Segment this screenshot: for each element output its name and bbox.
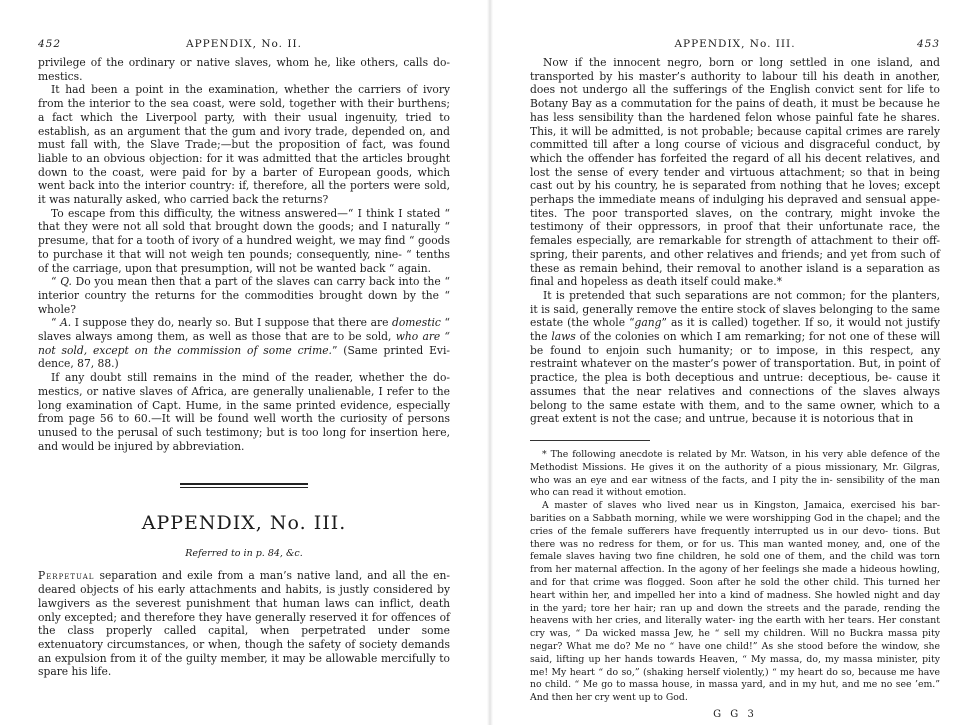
right-running-title: APPENDIX, No. III. xyxy=(674,38,796,50)
paragraph-ivory-carriers: It had been a point in the examination, whether the carriers of ivory from the interior to the sea coast, were sold, together with their burthens; a fact which the Liverpool party, with their usual ingenuity, tried to establish, as an argument that the gum and ivory trade, depended on, and must fall with, the Slave Trade;—but the proposition of fact, was found liable to an obvious objection: for it was admitted that the articles brought down to the coast, were paid for by a barter of European goods, which went back into the interior country: if, therefore, all the porters were sold, it was naturally asked, who carried back the returns? xyxy=(38,83,450,207)
gang-emphasis: gang xyxy=(634,316,662,330)
pretended-text-2: ” as it is called) together. If so, it would not justify the xyxy=(530,316,940,344)
book-gutter xyxy=(487,0,493,725)
paragraph-question: “ Q. Do you mean then that a part of the slaves can carry back into the “ interior country the returns for the commodities brought down by the “ whole? xyxy=(38,275,450,316)
footnote-intro: * The following anecdote is related by Mr. Watson, in his very able defence of the Methodist Missions. He gives it on the authority of a pious missionary, Mr. Gilgras, who was an eye and ear witness of the facts, and I pity the in- sensibility of the man who can read it without emotion. xyxy=(530,448,940,499)
paragraph-witness-answer: To escape from this difficulty, the witness answered—“ I think I stated “ that they were not all sold that brought down the goods; and I naturally “ presume, that for a tooth of ivory of a hundred weight, we may find “ goods to purchase it that will not weigh ten pounds; consequently, nine- “ tenths of the carriage, upon that presumption, will not be wanted back “ again. xyxy=(38,206,450,275)
answer-text-2: “ slaves always among them, as well as those that are to be sold, xyxy=(38,316,450,344)
footnote-anecdote: A master of slaves who lived near us in Kingston, Jamaica, exercised his bar- barities on a Sabbath morning, while we were worshipping God in the chapel; and the cries of the female sufferers have frequently interrupted us in our devo- tions. But there was no redress for them, or for us. This man wanted money, and, one of the female slaves having two fine children, he sold one of them, and the child was torn from her maternal affection. In the agony of her feelings she made a hideous howling, and for that crime was flogged. Soon after he sold the other child. This turned her heart within her, and impelled her into a kind of madness. She howled night and day in the yard; tore her hair; ran up and down the streets and the parade, rending the heavens with her cries, and literally water- ing the earth with her tears. Her constant cry was, “ Da wicked massa Jew, he “ sell my children. Will no Buckra massa pity negar? What me do? Me no “ have one child!” As she stood before the window, she said, lifting up her hands towards Heaven, “ My massa, do, my massa minister, pity me! My heart “ do so,” (shaking herself violently,) “ my heart do so, because me have no child. “ Me go to massa house, in massa yard, and in my hut, and me no see ’em.” And then her cry went up to God. xyxy=(530,500,940,704)
right-body xyxy=(530,56,940,426)
appendix-heading: APPENDIX, No. III. xyxy=(141,512,347,535)
answer-text-1: I suppose they do, nearly so. But I suppose that there are xyxy=(74,316,389,330)
answer-emphasis-3: “ not sold, except on the commission of some crime. xyxy=(38,330,451,357)
referred-to-note: Referred to in p. 84, &c. xyxy=(185,548,303,560)
left-body xyxy=(38,56,450,453)
left-page-header xyxy=(38,38,450,56)
right-page xyxy=(500,0,980,725)
left-page-number: 452 xyxy=(38,38,62,50)
right-page-number: 453 xyxy=(916,38,940,50)
pretended-text-3: of the colonies on which I am remarking; for not one of these will be found to enjoin such humanity; or to impose, in this respect, any restraint whatever on the master’s power of transportation. But, in point of practice, the plea is both deceptious and untrue: deceptious, be- cause it assumes that the near relatives and connections of the slaves always belong to the same estate with them, and to the same owner, which to a great extent is not the case; and untrue, because it is notorious that in xyxy=(530,330,940,426)
pretended-text-1: It is pretended that such separations are not common; for the planters, it is said, generally remove the entire stock of slaves belonging to the same estate (the whole “ xyxy=(530,288,940,330)
laws-emphasis: laws xyxy=(551,330,576,344)
paragraph-perpetual-text: separation and exile from a man’s native land, and all the en- deared objects of his early attachments and habits, is justly considered by lawgivers as the severest punishment that human laws can inflict, death only excepted; and therefore they have generally reserved it for offences of the class properly called capital, when perpetrated under some extenuatory circumstances, or when, though the safety of society demands an expulsion from it of the guilty member, it may be allowable mercifully to spare his life. xyxy=(38,569,450,679)
appendix-body xyxy=(38,569,450,679)
left-running-title: APPENDIX, No. II. xyxy=(186,38,302,50)
right-page-header xyxy=(530,38,940,56)
drop-lead-word: Perpetual xyxy=(38,569,95,583)
footnote xyxy=(530,449,940,705)
answer-emphasis-2: who are xyxy=(395,330,441,344)
paragraph-answer: “ A. I suppose they do, nearly so. But I suppose that there are domestic “ slaves always among them, as well as those that are to be sold, who are “ not sold, except on the commission of some crime.” (Same printed Evi- dence, 87, 88.) xyxy=(38,316,451,371)
paragraph-innocent-negro: Now if the innocent negro, born or long settled in one island, and transported by his master’s authority to labour till his death in another, does not undergo all the sufferings of the English convict sent for life to Botany Bay as a commutation for the pains of death, it must be because he has less sensibility than the hardened felon whose painful fate he shares. This, it will be admitted, is not probable; because capital crimes are rarely committed till after a long course of vicious and disgraceful conduct, by which the offender has forfeited the regard of all his decent relatives, and lost the sense of every tender and virtuous attachment; so that in being cast out by his country, he is separated from nothing that he loves; except perhaps the immediate means of indulging his depraved and sensual appe- tites. The poor transported slaves, on the contrary, might invoke the testimony of their oppressors, in proof that their unfortunate race, the females especially, are remarkable for strength of attachment to their off- spring, their parents, and other relatives and friends; and yet from such of these as remain behind, their removal to another island is a separation as final and hopeless as death itself could make.* xyxy=(530,56,940,289)
left-page xyxy=(0,0,480,725)
answer-text-3: ” (Same printed Evi- dence, 87, 88.) xyxy=(38,343,450,371)
paragraph-pretended-separations xyxy=(530,289,940,426)
paragraph-perpetual-separation xyxy=(38,569,450,679)
footnote-rule xyxy=(530,440,650,441)
paragraph-capt-hume: If any doubt still remains in the mind of the reader, whether the do- mestics, or native slaves of Africa, are generally unalienable, I refer to the long examination of Capt. Hume, in the same printed evidence, especially from page 56 to 60.—It will be found well worth the curiosity of persons unused to the perusal of such testimony; but is too long for insertion here, and would be injured by abbreviation. xyxy=(38,371,450,453)
answer-label: A. xyxy=(60,316,72,330)
question-text: Do you mean then that a part of the slaves can carry back into the “ interior country the returns for the commodities brought down by the “ whole? xyxy=(38,275,450,316)
section-divider xyxy=(38,483,450,488)
question-label: Q. xyxy=(60,275,72,289)
signature-mark: G G 3 xyxy=(713,708,757,720)
answer-emphasis-1: domestic xyxy=(392,316,441,330)
paragraph-continuation: privilege of the ordinary or native slaves, whom he, like others, calls do- mestics. xyxy=(38,56,450,83)
double-rule xyxy=(180,483,308,488)
